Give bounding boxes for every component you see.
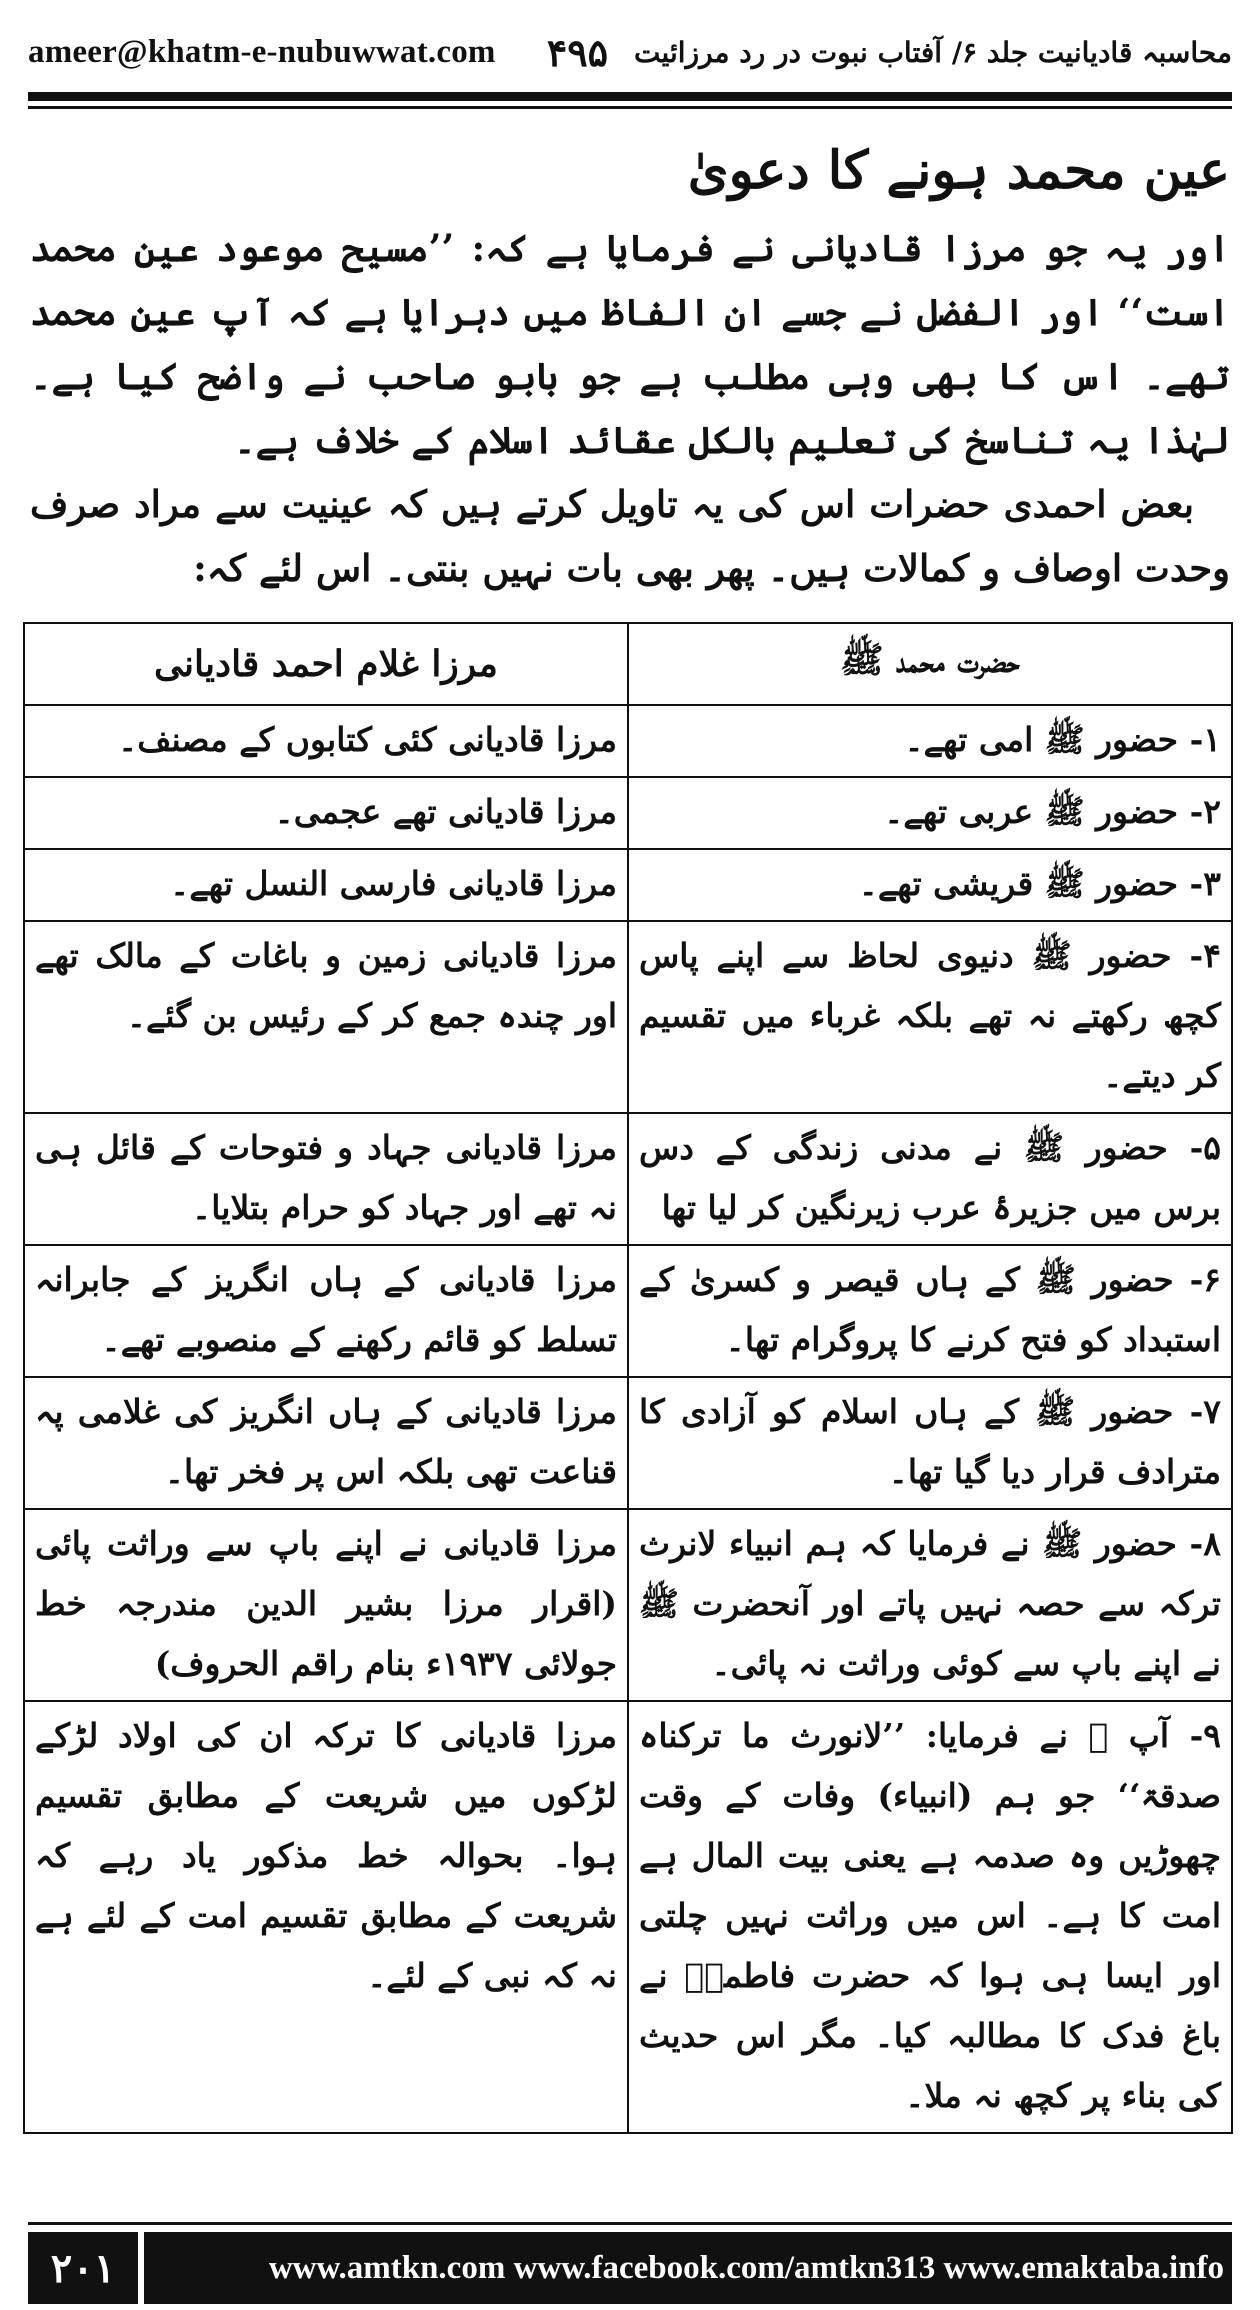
table-cell-prophet: ۶- حضور ﷺ کے ہاں قیصر و کسریٰ کے استبداد کو فتح کرنے کا پروگرام تھا۔ — [628, 1245, 1232, 1377]
table-cell-mirza: مرزا قادیانی کا ترکہ ان کی اولاد لڑکے لڑکوں میں شریعت کے مطابق تقسیم ہوا۔ بحوالہ خط مذکور یاد رہے کہ شریعت کے مطابق تقسیم امت کے لئے ہے نہ کہ نبی کے لئے۔ — [24, 1701, 628, 2133]
table-cell-mirza: مرزا قادیانی فارسی النسل تھے۔ — [24, 849, 628, 921]
paragraph-2: بعض احمدی حضرات اس کی یہ تاویل کرتے ہیں کہ عینیت سے مراد صرف وحدت اوصاف و کمالات ہیں۔ پھر بھی بات نہیں بنتی۔ اس لئے کہ: — [30, 482, 1230, 590]
table-row — [24, 777, 1232, 849]
table-cell-mirza: مرزا قادیانی کئی کتابوں کے مصنف۔ — [24, 705, 628, 777]
table-cell-prophet: ۱- حضور ﷺ امی تھے۔ — [628, 705, 1232, 777]
header-right — [547, 30, 1232, 75]
table-row — [24, 1509, 1232, 1701]
header-rule-thin — [28, 106, 1232, 109]
table-cell-mirza: مرزا قادیانی زمین و باغات کے مالک تھے اور چندہ جمع کر کے رئیس بن گئے۔ — [24, 921, 628, 1113]
table-cell-mirza: مرزا قادیانی نے اپنے باپ سے وراثت پائی (اقرار مرزا بشیر الدین مندرجہ خط جولائی ۱۹۳۷ء بنام راقم الحروف) — [24, 1509, 628, 1701]
table-cell-prophet: ۸- حضور ﷺ نے فرمایا کہ ہم انبیاء لانرث ترکہ سے حصہ نہیں پاتے اور آنحضرت ﷺ نے اپنے باپ سے کوئی وراثت نہ پائی۔ — [628, 1509, 1232, 1701]
table-cell-prophet: ۲- حضور ﷺ عربی تھے۔ — [628, 777, 1232, 849]
comparison-table-wrapper — [23, 622, 1233, 2134]
paragraph-1: اور یہ جو مرزا قادیانی نے فرمایا ہے کہ: ’’مسیح موعود عین محمد است‘‘ اور الفضل نے جسے ان الفاظ میں دہرایا ہے کہ آپ عین محمد تھے۔ اس کا بھی وہی مطلب ہے جو بابو صاحب نے واضح کیا ہے۔ لہٰذا یہ تناسخ کی تعلیم بالکل عقائد اسلام کے خلاف ہے۔ — [30, 226, 1230, 462]
header-rule-thick — [28, 92, 1232, 101]
table-cell-prophet: ۳- حضور ﷺ قریشی تھے۔ — [628, 849, 1232, 921]
table-row — [24, 705, 1232, 777]
page-number: ۴۹۵ — [546, 29, 609, 75]
table-row — [24, 1245, 1232, 1377]
section-heading: عین محمد ہونے کا دعویٰ — [687, 140, 1230, 201]
table-cell-prophet: ۹- آپ ﷺ نے فرمایا: ’’لانورث ما ترکناہ صدقۃ‘‘ جو ہم (انبیاء) وفات کے وقت چھوڑیں وہ صدمہ ہے یعنی بیت المال ہے امت کا ہے۔ اس میں وراثت نہیں چلتی اور ایسا ہی ہوا کہ حضرت فاطمہؓ نے باغ فدک کا مطالبہ کیا۔ مگر اس حدیث کی بناء پر کچھ نہ ملا۔ — [628, 1701, 1232, 2133]
table-row — [24, 1701, 1232, 2133]
footer-links: www.amtkn.com www.facebook.com/amtkn313 www.emaktaba.info — [144, 2232, 1232, 2304]
main-content — [30, 126, 1230, 600]
table-cell-mirza: مرزا قادیانی جہاد و فتوحات کے قائل ہی نہ تھے اور جہاد کو حرام بتلایا۔ — [24, 1113, 628, 1245]
table-cell-mirza: مرزا قادیانی تھے عجمی۔ — [24, 777, 628, 849]
footer-rule — [28, 2222, 1232, 2225]
column-header-mirza: مرزا غلام احمد قادیانی — [24, 623, 628, 705]
book-title: محاسبہ قادیانیت جلد ۶/ آفتاب نبوت در رد مرزائیت — [634, 35, 1232, 69]
table-row — [24, 1377, 1232, 1509]
table-cell-prophet: ۴- حضور ﷺ دنیوی لحاظ سے اپنے پاس کچھ رکھتے نہ تھے بلکہ غرباء میں تقسیم کر دیتے۔ — [628, 921, 1232, 1113]
table-cell-mirza: مرزا قادیانی کے ہاں انگریز کی غلامی پہ قناعت تھی بلکہ اس پر فخر تھا۔ — [24, 1377, 628, 1509]
comparison-table — [23, 622, 1233, 2134]
table-row — [24, 849, 1232, 921]
page-header — [28, 22, 1232, 82]
page-footer — [28, 2232, 1232, 2304]
table-row — [24, 921, 1232, 1113]
table-cell-prophet: ۵- حضور ﷺ نے مدنی زندگی کے دس برس میں جزیرۂ عرب زیرنگین کر لیا تھا — [628, 1113, 1232, 1245]
table-cell-prophet: ۷- حضور ﷺ کے ہاں اسلام کو آزادی کا مترادف قرار دیا گیا تھا۔ — [628, 1377, 1232, 1509]
table-row — [24, 1113, 1232, 1245]
table-header-row — [24, 623, 1232, 705]
column-header-prophet: حضرت محمد ﷺ — [628, 623, 1232, 705]
header-email: ameer@khatm-e-nubuwwat.com — [28, 33, 496, 70]
footer-page-number: ۲۰۱ — [28, 2232, 138, 2304]
table-cell-mirza: مرزا قادیانی کے ہاں انگریز کے جابرانہ تسلط کو قائم رکھنے کے منصوبے تھے۔ — [24, 1245, 628, 1377]
